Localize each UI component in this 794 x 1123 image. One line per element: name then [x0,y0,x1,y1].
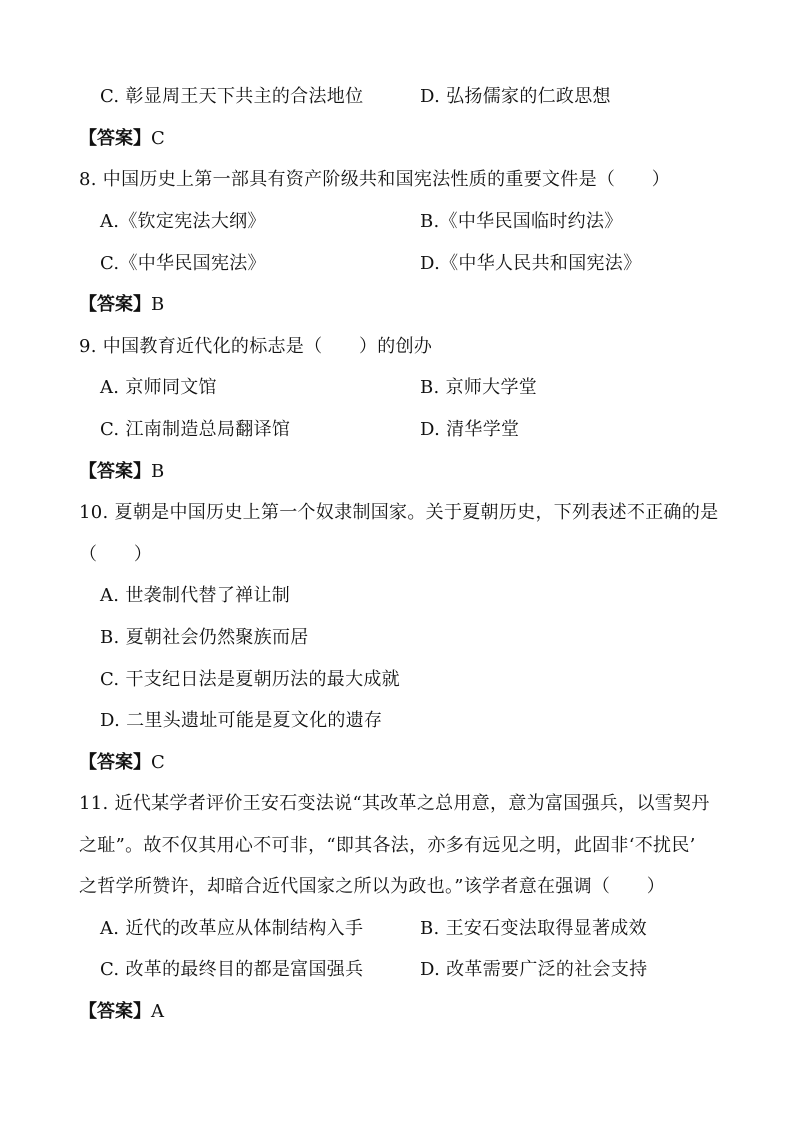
answer-label: 答案 [97,128,133,149]
q11-option-d: D. 改革需要广泛的社会支持 [420,959,648,980]
q9-answer [79,460,164,484]
q8-stem: 8. 中国历史上第一部具有资产阶级共和国宪法性质的重要文件是（ ） [79,169,671,190]
q8-answer [79,293,164,317]
answer-close-bracket: 】 [133,752,151,773]
answer-label: 答案 [97,461,133,482]
answer-open-bracket: 【 [79,461,97,482]
answer-value: C [151,128,165,149]
q8-option-a: A.《钦定宪法大纲》 [100,211,266,232]
q11-stem-line-3: 之哲学所赞许，却暗合近代国家之所以为政也。”该学者意在强调（ ） [79,876,666,897]
q11-option-b: B. 王安石变法取得显著成效 [420,918,647,939]
answer-open-bracket: 【 [79,128,97,149]
answer-value: B [151,294,165,315]
q7-answer [79,127,165,151]
q10-answer [79,751,165,775]
answer-value: B [151,461,165,482]
q11-stem-line-1: 11. 近代某学者评价王安石变法说“其改革之总用意，意为富国强兵，以雪契丹 [79,793,710,814]
q8-option-b: B.《中华民国临时约法》 [420,211,623,232]
answer-label: 答案 [97,752,133,773]
q9-option-d: D. 清华学堂 [420,419,520,440]
answer-value: A [151,1001,164,1022]
q9-option-c: C. 江南制造总局翻译馆 [100,419,291,440]
answer-open-bracket: 【 [79,294,97,315]
q10-option-b: B. 夏朝社会仍然聚族而居 [100,627,309,648]
q11-stem-line-2: 之耻”。故不仅其用心不可非，“即其各法，亦多有远见之明，此固非‘不扰民’ [79,835,696,856]
answer-open-bracket: 【 [79,1001,97,1022]
q7-option-d: D. 弘扬儒家的仁政思想 [420,86,611,107]
answer-close-bracket: 】 [133,294,151,315]
q9-option-b: B. 京师大学堂 [420,377,538,398]
q9-option-a: A. 京师同文馆 [100,377,217,398]
answer-label: 答案 [97,1001,133,1022]
q9-stem: 9. 中国教育近代化的标志是（ ）的创办 [79,336,433,357]
q7-option-c: C. 彰显周王天下共主的合法地位 [100,86,364,107]
answer-close-bracket: 】 [133,461,151,482]
q8-option-d: D.《中华人民共和国宪法》 [420,253,642,274]
answer-open-bracket: 【 [79,752,97,773]
answer-label: 答案 [97,294,133,315]
q10-stem-line-1: 10. 夏朝是中国历史上第一个奴隶制国家。关于夏朝历史，下列表述不正确的是 [79,502,719,523]
q11-option-a: A. 近代的改革应从体制结构入手 [100,918,364,939]
q11-answer [79,1000,164,1024]
q10-option-d: D. 二里头遗址可能是夏文化的遗存 [100,710,383,731]
q8-option-c: C.《中华民国宪法》 [100,253,266,274]
q10-option-c: C. 干支纪日法是夏朝历法的最大成就 [100,669,400,690]
q11-option-c: C. 改革的最终目的都是富国强兵 [100,959,364,980]
q10-option-a: A. 世袭制代替了禅让制 [100,585,291,606]
answer-close-bracket: 】 [133,128,151,149]
answer-close-bracket: 】 [133,1001,151,1022]
q10-stem-line-2: （ ） [79,544,153,565]
answer-value: C [151,752,165,773]
